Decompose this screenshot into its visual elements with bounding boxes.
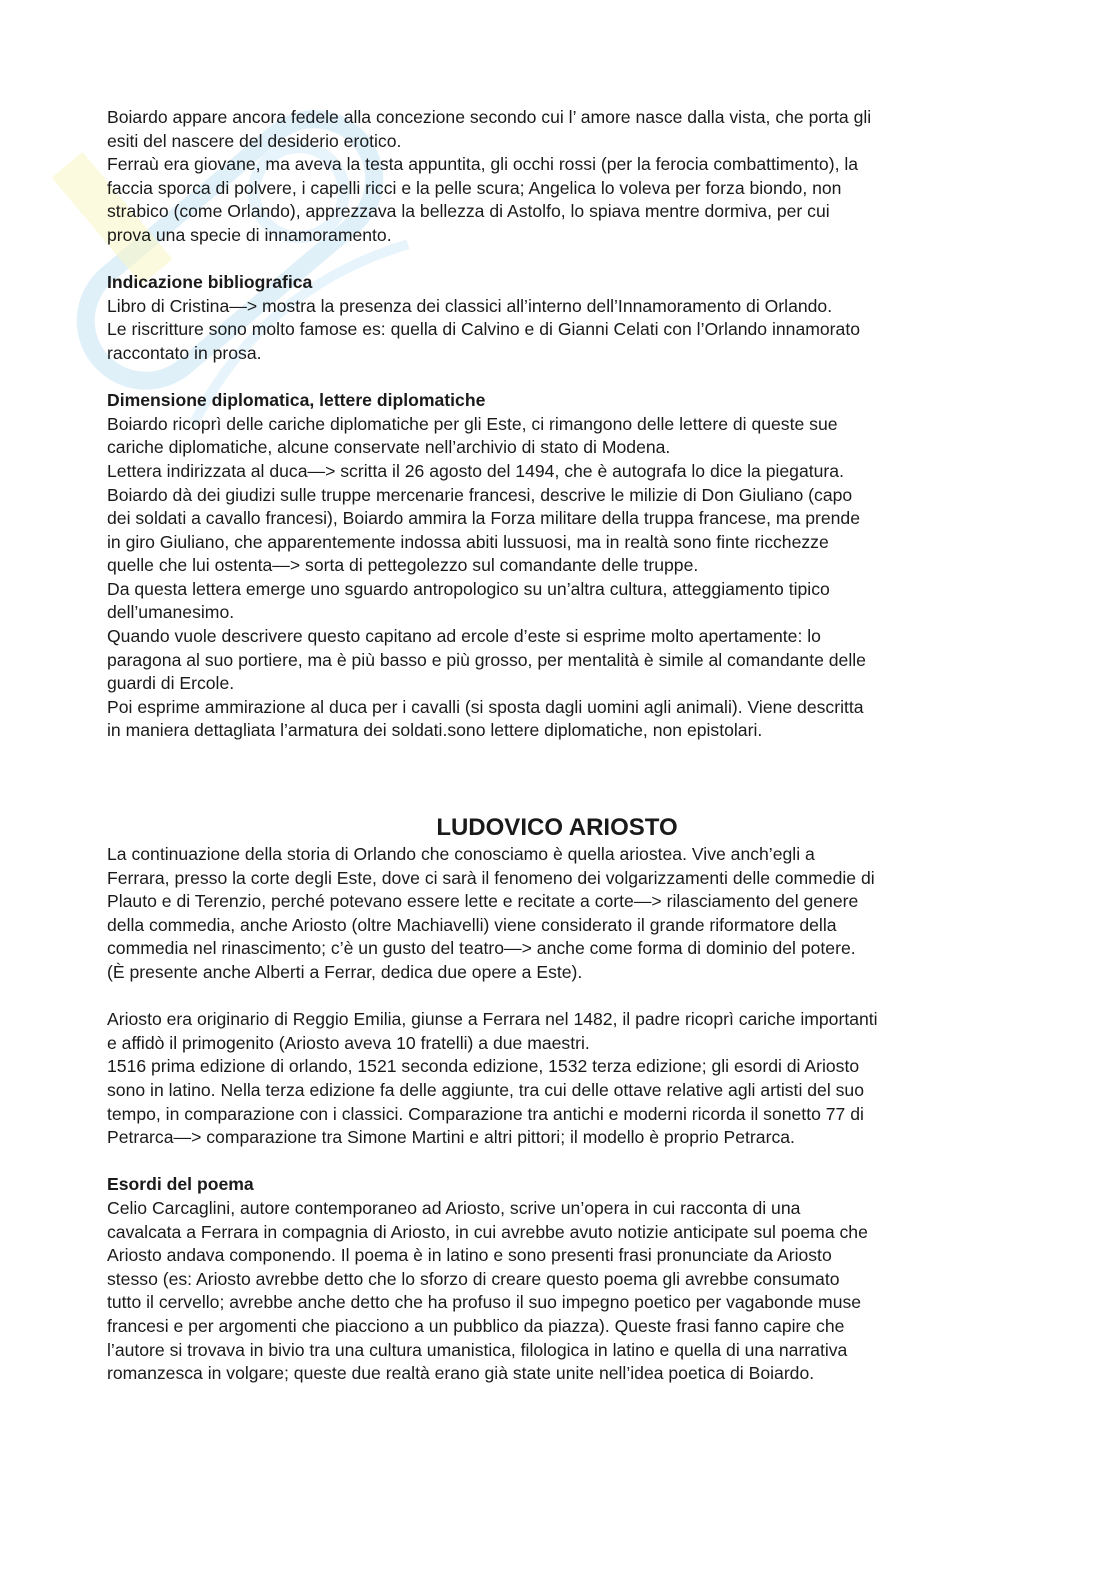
section-heading-esordi: Esordi del poema [107,1174,254,1195]
text-line: quelle che lui ostenta—> sorta di pettegolezzo sul comandante delle truppe. [107,555,699,576]
text-line: Ferraù era giovane, ma aveva la testa appuntita, gli occhi rossi (per la ferocia combattimento), la [107,154,859,175]
text-line: dei soldati a cavallo francesi), Boiardo ammira la Forza militare della truppa francese, ma prende [107,508,860,529]
paragraph-esordi [107,1197,1007,1386]
text-line: Boiardo ricoprì delle cariche diplomatiche per gli Este, ci rimangono delle lettere di queste sue [107,413,838,434]
text-line: Libro di Cristina—> mostra la presenza dei classici all’interno dell’Innamoramento di Orlando. [107,295,833,316]
text-line: esiti del nascere del desiderio erotico. [107,130,402,151]
text-line: prova una specie di innamoramento. [107,224,392,245]
paragraph-boiardo-love [107,106,1007,248]
text-line: raccontato in prosa. [107,342,262,363]
text-line: faccia sporca di polvere, i capelli ricci e la pelle scura; Angelica lo voleva per forza biondo, non [107,177,842,198]
text-line: Petrarca—> comparazione tra Simone Martini e altri pittori; il modello è proprio Petrarca. [107,1127,795,1148]
text-line: Poi esprime ammirazione al duca per i cavalli (si sposta dagli uomini agli animali). Viene descritta [107,696,864,717]
section-heading-bibliografica: Indicazione bibliografica [107,272,313,293]
text-line: Lettera indirizzata al duca—> scritta il 26 agosto del 1494, che è autografa lo dice la piegatura. [107,460,844,481]
text-line: stesso (es: Ariosto avrebbe detto che lo sforzo di creare questo poema gli avrebbe consumato [107,1268,840,1289]
text-line: (È presente anche Alberti a Ferrar, dedica due opere a Este). [107,962,583,982]
text-line: Ferrara, presso la corte degli Este, dove ci sarà il fenomeno dei volgarizzamenti delle commedie di [107,867,875,888]
text-line: dell’umanesimo. [107,602,235,623]
text-line: tempo, in comparazione con i classici. Comparazione tra antichi e moderni ricorda il sonetto 77 di [107,1103,864,1124]
text-line: l’autore si trovava in bivio tra una cultura umanistica, filologica in latino e quella di una narrativa [107,1339,848,1360]
text-line: in maniera dettagliata l’armatura dei soldati.sono lettere diplomatiche, non epistolari. [107,720,763,741]
text-line: romanzesca in volgare; queste due realtà erano già state unite nell’idea poetica di Boiardo. [107,1363,815,1384]
text-line: Plauto e di Terenzio, perché potevano essere lette e recitate a corte—> rilasciamento del genere [107,891,859,912]
paragraph-bibliografica [107,295,1007,366]
text-line: Boiardo dà dei giudizi sulle truppe mercenarie francesi, descrive le milizie di Don Giuliano (capo [107,484,853,505]
text-line: guardi di Ercole. [107,673,235,694]
text-line: Da questa lettera emerge uno sguardo antropologico su un’altra cultura, atteggiamento tipico [107,578,830,599]
text-line: Celio Carcaglini, autore contemporaneo ad Ariosto, scrive un’opera in cui racconta di una [107,1197,801,1218]
text-line: Ariosto era originario di Reggio Emilia, giunse a Ferrara nel 1482, il padre ricoprì cariche importanti [107,1009,878,1030]
text-line: della commedia, anche Ariosto (oltre Machiavelli) viene considerato il grande riformatore della [107,914,837,935]
text-line: paragona al suo portiere, ma è più basso e più grosso, per mentalità è simile al comandante delle [107,649,866,670]
page-title: LUDOVICO ARIOSTO [436,814,678,842]
text-line: 1516 prima edizione di orlando, 1521 seconda edizione, 1532 terza edizione; gli esordi di Ariosto [107,1056,860,1077]
paragraph-ariosto-intro [107,843,1007,985]
section-heading-diplomatica: Dimensione diplomatica, lettere diplomatiche [107,390,486,411]
paragraph-ariosto-bio [107,1008,1007,1150]
text-line: Quando vuole descrivere questo capitano ad ercole d’este si esprime molto apertamente: lo [107,626,821,647]
text-line: Le riscritture sono molto famose es: quella di Calvino e di Gianni Celati con l’Orlando innamorato [107,319,861,340]
text-line: commedia nel rinascimento; c’è un gusto del teatro—> anche come forma di dominio del potere. [107,938,856,959]
text-line: cariche diplomatiche, alcune conservate nell’archivio di stato di Modena. [107,437,671,458]
text-line: Ariosto andava componendo. Il poema è in latino e sono presenti frasi pronunciate da Ariosto [107,1245,832,1266]
text-line: cavalcata a Ferrara in compagnia di Ariosto, in cui avrebbe avuto notizie anticipate sul poema che [107,1221,868,1242]
text-line: sono in latino. Nella terza edizione fa delle aggiunte, tra cui delle ottave relative agli artisti del suo [107,1079,864,1100]
text-line: in giro Giuliano, che apparentemente indossa abiti lussuosi, ma in realtà sono finte ricchezze [107,531,829,552]
text-line: Boiardo appare ancora fedele alla concezione secondo cui l’ amore nasce dalla vista, che porta gli [107,107,872,127]
text-line: strabico (come Orlando), apprezzava la bellezza di Astolfo, lo spiava mentre dormiva, per cui [107,201,830,222]
document-page [107,106,1007,1386]
text-line: francesi e per argomenti che piacciono a un pubblico da piazza). Queste frasi fanno capire che [107,1315,845,1336]
text-line: e affidò il primogenito (Ariosto aveva 10 fratelli) a due maestri. [107,1032,590,1053]
text-line: La continuazione della storia di Orlando che conosciamo è quella ariostea. Vive anch’egli a [107,844,815,865]
paragraph-diplomatica [107,413,1007,743]
text-line: tutto il cervello; avrebbe anche detto che ha profuso il suo impegno poetico per vagabonde muse [107,1292,862,1313]
